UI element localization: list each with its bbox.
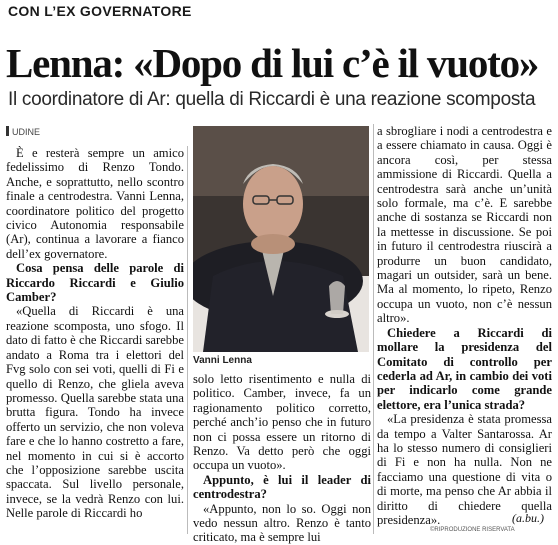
question: Appunto, è lui il leader di centrodestra? — [193, 472, 371, 502]
article-column-1 — [6, 146, 184, 521]
photo-caption: Vanni Lenna — [193, 355, 252, 366]
dateline-label: UDINE — [12, 127, 41, 137]
column-rule — [187, 146, 188, 534]
author-signature: (a.bu.) — [512, 511, 544, 525]
question: Cosa pensa delle parole di Riccardo Riccardi e Giulio Camber? — [6, 261, 184, 305]
paragraph: solo letto risentimento e nulla di politico. Camber, invece, fa un ragionamento politico corretto, perché anch’io penso che in futuro non ci possa essere un ritorno di Renzo. Va detto però che oggi occupa un vuoto». — [193, 372, 371, 473]
article-subheadline: Il coordinatore di Ar: quella di Riccardi è una reazione scomposta — [8, 89, 536, 110]
portrait-illustration — [193, 126, 369, 352]
article-headline: Lenna: «Dopo di lui c’è il vuoto» — [6, 40, 539, 86]
portrait-photo — [193, 126, 369, 352]
paragraph: «Appunto, non lo so. Oggi non vedo nessun altro. Renzo è tanto criticato, ma è sempre lui — [193, 501, 371, 545]
dateline-marker — [6, 126, 9, 136]
article-column-3 — [377, 124, 552, 527]
article-column-2 — [193, 372, 371, 545]
question: Chiedere a Riccardi di mollare la presidenza del Comitato di controllo per cederla ad Ar, in cambio dei voti per indicarlo come grande elettore, era l’unica strada? — [377, 325, 552, 412]
paragraph: a sbrogliare i nodi a centrodestra e a essere chiamato in causa. Oggi è ancora così, per stessa ammissione di Riccardi. Quella a centrodestra sarà anche un’unità solo formale, ma c’è. E sarebbe anche di sostanza se Riccardi non la mettesse in discussione. Se poi in futuro il centrodestra riuscirà a produrre un buon candidato, magari un outsider, sarà un bene. Ma al momento, lo ripeto, Renzo occupa un vuoto, non c’è nessun altro». — [377, 124, 552, 326]
paragraph: È e resterà sempre un amico fedelissimo di Renzo Tondo. Anche, e soprattutto, nello scontro finale a centrodestra. Vanni Lenna, coordinatore politico del progetto civico Autonomia responsabile (Ar), continua a lavorare a fianco dell’ex governatore. — [6, 146, 184, 261]
copyright-notice: ©RIPRODUZIONE RISERVATA — [430, 527, 515, 533]
column-rule — [373, 124, 374, 534]
dateline — [6, 126, 40, 137]
paragraph: «La presidenza è stata promessa da tempo a Valter Santarossa. Ar ha lo stesso numero di consiglieri di Fi e non ha nulla. Non ne facciamo una questione di vita o di morte, ma penso che Ar abbia il diritto di chiedere quella presidenza». — [377, 412, 552, 527]
paragraph: «Quella di Riccardi è una reazione scomposta, uno sfogo. Il dato di fatto è che Riccardi sarebbe andato a Roma tra i elettori del Fvg solo con sei voti, quelli di Fi e quello di Renzo, che gliela aveva promesso. Quella sarebbe stata una brutta figura. Tondo ha invece offerto un servizio, che non voleva fare e che lo hanno costretto a fare, nel momento in cui si è accorto che l’opposizione sarebbe uscita spaccata. Sul livello personale, invece, se la vedrà Renzo con lui. Nelle parole di Riccardi ho — [6, 304, 184, 521]
article-kicker: CON L’EX GOVERNATORE — [8, 3, 192, 19]
